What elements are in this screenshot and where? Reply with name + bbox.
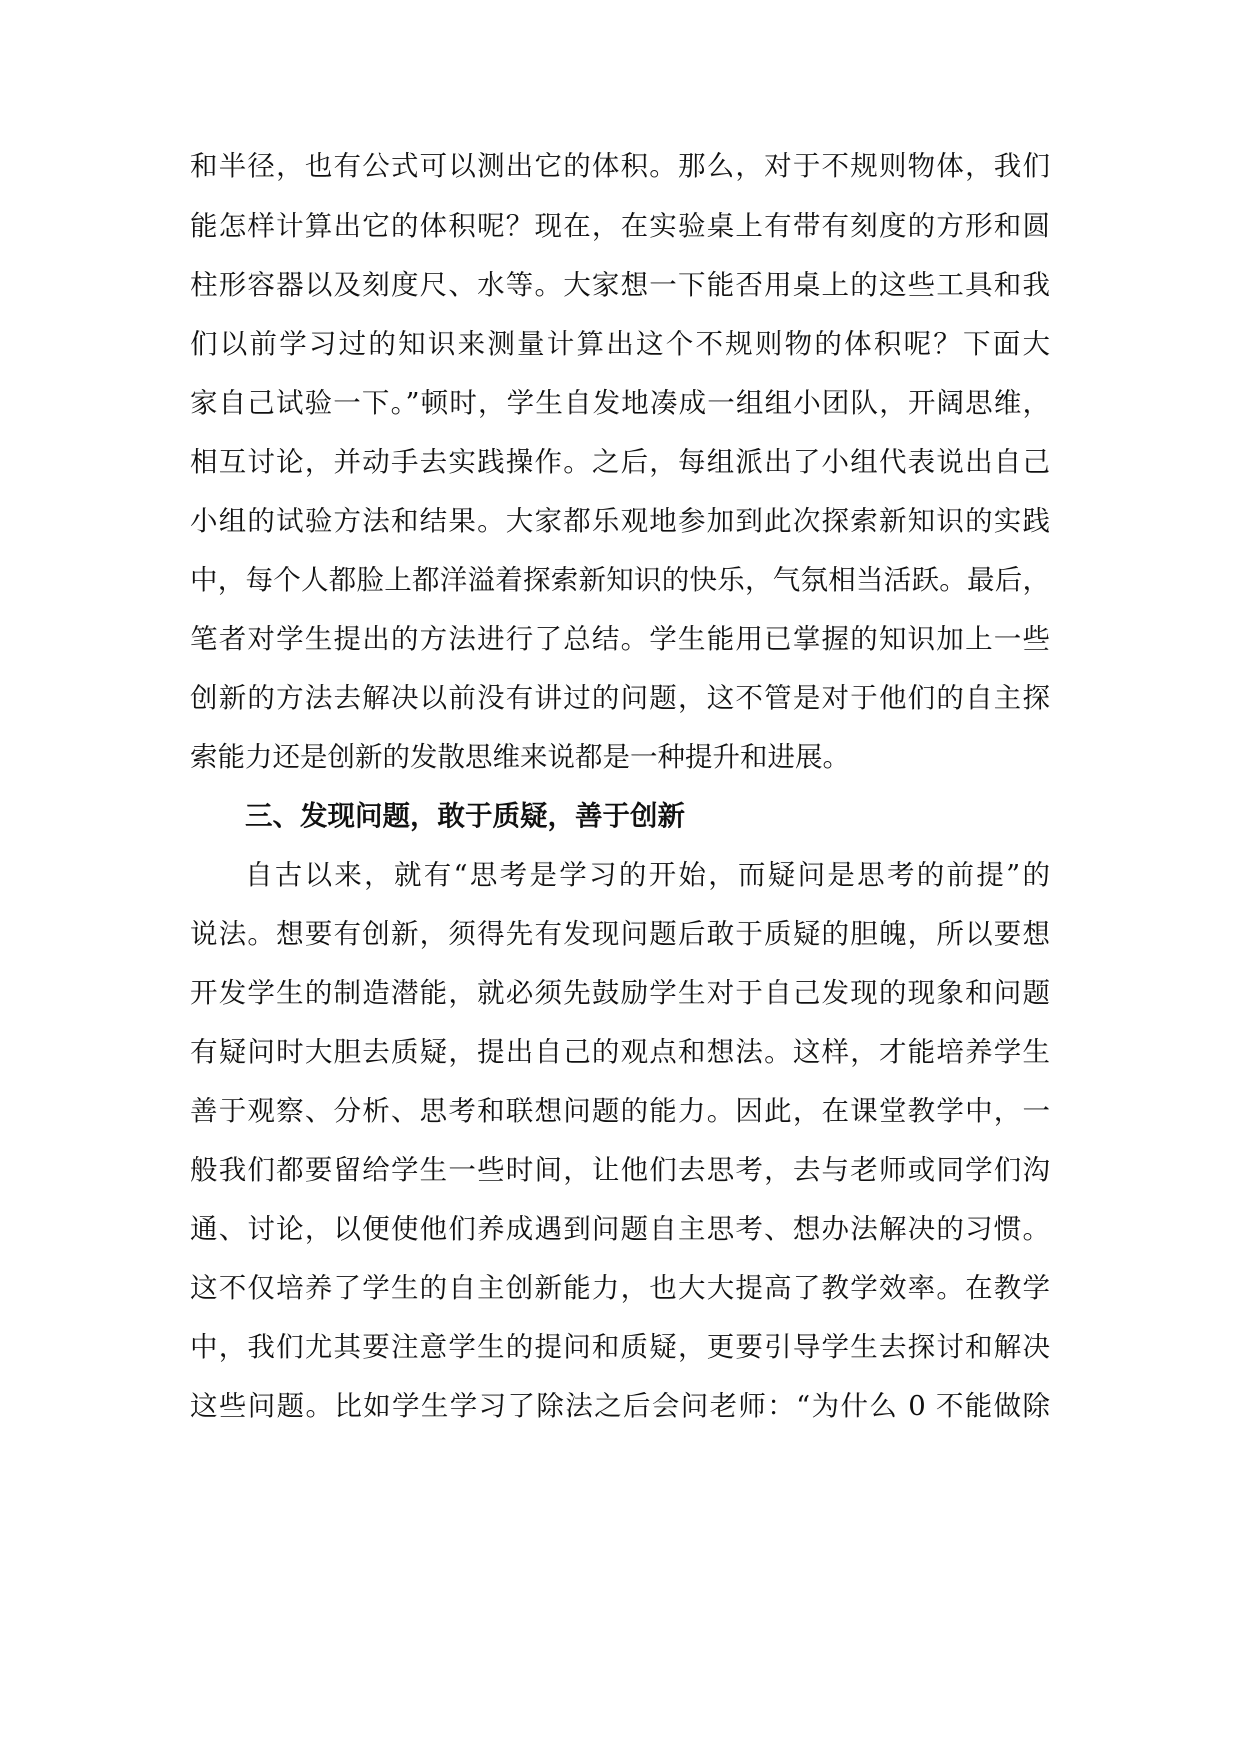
paragraph-line: 笔者对学生提出的方法进行了总结。学生能用已掌握的知识加上一些	[190, 623, 1050, 655]
section-heading: 三、发现问题，敢于质疑，善于创新	[245, 800, 685, 832]
paragraph-line: 这不仅培养了学生的自主创新能力，也大大提高了教学效率。在教学	[190, 1272, 1050, 1304]
paragraph-line: 家自己试验一下。”顿时，学生自发地凑成一组组小团队，开阔思维，	[190, 387, 1050, 419]
paragraph-line: 有疑问时大胆去质疑，提出自己的观点和想法。这样，才能培养学生	[190, 1036, 1050, 1068]
paragraph-line: 般我们都要留给学生一些时间，让他们去思考，去与老师或同学们沟	[190, 1154, 1050, 1186]
paragraph-line: 中，我们尤其要注意学生的提问和质疑，更要引导学生去探讨和解决	[190, 1331, 1050, 1363]
paragraph-line: 相互讨论，并动手去实践操作。之后，每组派出了小组代表说出自己	[190, 446, 1050, 478]
paragraph-line: 柱形容器以及刻度尺、水等。大家想一下能否用桌上的这些工具和我	[190, 269, 1050, 301]
paragraph-line: 开发学生的制造潜能，就必须先鼓励学生对于自己发现的现象和问题	[190, 977, 1050, 1009]
paragraph-line: 中，每个人都脸上都洋溢着探索新知识的快乐，气氛相当活跃。最后，	[190, 564, 1050, 596]
paragraph-line: 创新的方法去解决以前没有讲过的问题，这不管是对于他们的自主探	[190, 682, 1050, 714]
paragraph-line: 们以前学习过的知识来测量计算出这个不规则物的体积呢？下面大	[190, 328, 1050, 360]
paragraph-line: 说法。想要有创新，须得先有发现问题后敢于质疑的胆魄，所以要想	[190, 918, 1050, 950]
paragraph-line: 通、讨论，以便使他们养成遇到问题自主思考、想办法解决的习惯。	[190, 1213, 1050, 1245]
paragraph-line: 索能力还是创新的发散思维来说都是一种提升和进展。	[190, 741, 850, 773]
paragraph-line: 小组的试验方法和结果。大家都乐观地参加到此次探索新知识的实践	[190, 505, 1050, 537]
paragraph-line: 这些问题。比如学生学习了除法之后会问老师：“为什么 0 不能做除	[190, 1390, 1050, 1422]
paragraph-line: 和半径，也有公式可以测出它的体积。那么，对于不规则物体，我们	[190, 150, 1050, 182]
paragraph-line: 善于观察、分析、思考和联想问题的能力。因此，在课堂教学中，一	[190, 1095, 1050, 1127]
paragraph-line: 自古以来，就有“思考是学习的开始，而疑问是思考的前提”的	[245, 859, 1050, 891]
paragraph-line: 能怎样计算出它的体积呢？现在，在实验桌上有带有刻度的方形和圆	[190, 210, 1050, 242]
